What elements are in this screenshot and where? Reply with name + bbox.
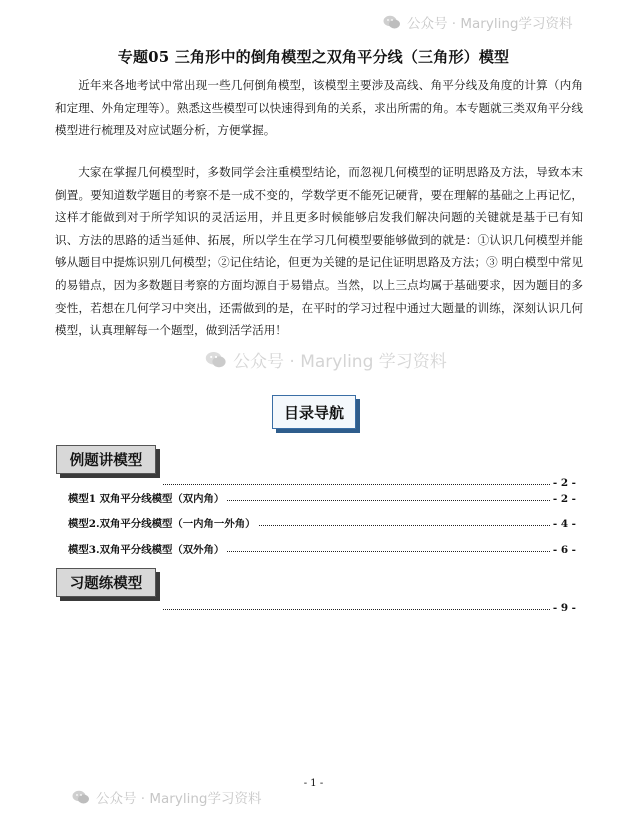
watermark-text: 公众号 · Maryling学习资料 [96,791,262,807]
toc-entry-page: - 6 - [552,544,576,556]
toc-entry-model-1[interactable] [68,487,576,505]
section-exercises-heading: 习题练模型 [56,568,156,597]
watermark-bottom [72,787,261,807]
toc-entry-model-3[interactable] [68,538,576,556]
section-examples-heading: 例题讲模型 [56,445,156,474]
wechat-icon [72,790,90,805]
study-advice-paragraph: 大家在掌握几何模型时，多数同学会注重模型结论，而忽视几何模型的证明思路及方法，导致本末倒置。要知道数学题目的考察不是一成不变的，学数学更不能死记硬背，要在理解的基础之上再记忆，这样才能做到对于所学知识的灵活运用，并且更多时候能够启发我们解决问题的关键就是基于已有知识、方法的思路的适当延伸、拓展，所以学生在学习几何模型要能够做到的就是：①认识几何模型并能够从题目中提炼识别几何模型；②记住结论，但更为关键的是记住证明思路及方法；③ 明白模型中常见的易错点，因为多数题目考察的方面均源自于易错点。当然，以上三点均属于基础要求，因为题目的多变性，若想在几何学习中突出，还需做到的是，在平时的学习过程中通过大题量的训练，深刻认识几何模型，认真理解每一个题型，做到活学活用！ [55,165,583,338]
toc-entry-page: - 4 - [552,518,576,530]
watermark-middle [205,347,447,372]
watermark-top [383,12,572,32]
toc-entry[interactable] [160,596,576,614]
toc-leader-dots [163,608,550,610]
watermark-text: 公众号 · Maryling学习资料 [407,16,573,32]
toc-leader-dots [227,550,550,552]
toc-entry-page: - 2 - [552,493,576,505]
toc-leader-dots [227,499,550,501]
toc-entry-label: 模型3.双角平分线模型（双外角） [68,544,225,556]
wechat-icon [205,351,227,369]
toc-entry-label: 模型2.双角平分线模型（一内角一外角） [68,518,256,530]
toc-entry-label: 模型1 双角平分线模型（双内角） [68,493,225,505]
page-title: 专题05 三角形中的倒角模型之双角平分线（三角形）模型 [117,48,510,66]
toc-entry-page: - 9 - [552,602,576,614]
toc-leader-dots [163,483,550,485]
page-number: - 1 - [303,778,324,789]
wechat-icon [383,15,401,30]
watermark-text: 公众号 · Maryling 学习资料 [233,352,447,372]
toc-heading: 目录导航 [272,395,356,429]
toc-leader-dots [259,524,550,526]
intro-paragraph: 近年来各地考试中常出现一些几何倒角模型，该模型主要涉及高线、角平分线及角度的计算（内角和定理、外角定理等）。熟悉这些模型可以快速得到角的关系，求出所需的角。本专题就三类双角平分线模型进行梳理及对应试题分析，方便掌握。 [55,78,583,138]
toc-entry-model-2[interactable] [68,512,576,530]
toc-entry-page: - 2 - [552,477,576,489]
